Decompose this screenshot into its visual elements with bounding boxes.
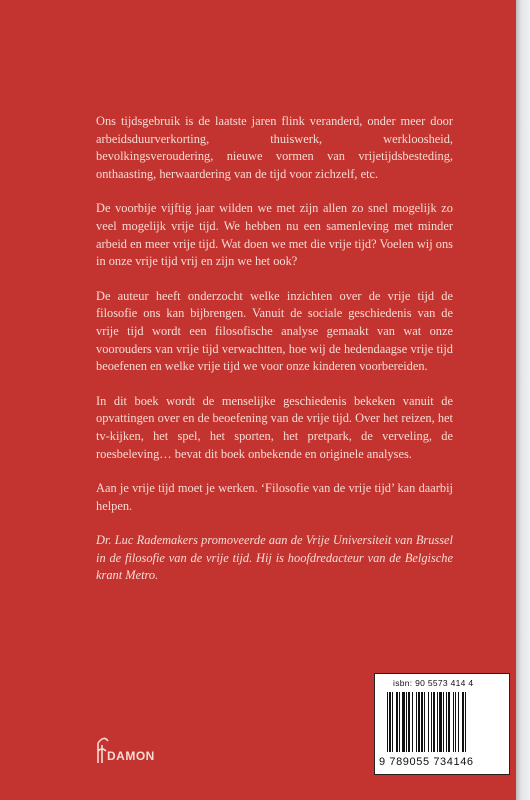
blurb-paragraph-2: De voorbije vijftig jaar wilden we met zijn allen zo snel mogelijk zo veel mogelijk vrije tijd. We hebben nu een samenleving met minder arbeid en meer vrije tijd. Wat doen we met die vrije tijd? Voelen wij ons in onze vrije tijd vrij en zijn we het ook? bbox=[96, 201, 453, 269]
barcode-label bbox=[374, 673, 510, 775]
blurb-paragraph-3: De auteur heeft onderzocht welke inzichten over de vrije tijd de filosofie ons kan bijbrengen. Vanuit de sociale geschiedenis van de vrije tijd wordt een filosofische analyse gemaakt van wat onze voorouders van vrije tijd verwachtten, hoe wij de hedendaagse vrije tijd beoefenen en welke vrije tijd we voor onze kinderen voorbereiden. bbox=[96, 288, 453, 374]
isbn-number: isbn: 90 5573 414 4 bbox=[393, 678, 474, 688]
blurb-paragraph-5: Aan je vrije tijd moet je werken. ‘Filosofie van de vrije tijd’ kan daarbij helpen. bbox=[96, 481, 453, 513]
publisher-name: DAMON bbox=[107, 749, 155, 763]
barcode-icon bbox=[387, 692, 499, 752]
blurb-paragraph-1: Ons tijdsgebruik is de laatste jaren flink veranderd, onder meer door arbeidsduurverkorting, thuiswerk, werkloosheid, bevolkingsveroudering, nieuwe vormen van vrijetijdsbesteding, onthaasting, herwaardering van de tijd voor zichzelf, etc. bbox=[96, 114, 453, 181]
author-bio: Dr. Luc Rademakers promoveerde aan de Vrije Universiteit van Brussel in de filosofie van de vrije tijd. Hij is hoofdredacteur van de Belgische krant Metro. bbox=[96, 533, 453, 583]
ean-number: 9 789055 734146 bbox=[379, 756, 474, 768]
page-edge bbox=[516, 0, 530, 800]
blurb-text bbox=[96, 113, 453, 602]
blurb-paragraph-4: In dit boek wordt de menselijke geschiedenis bekeken vanuit de opvattingen over en de beoefening van de vrije tijd. Over het reizen, het tv-kijken, het spel, het sporten, het pretpark, de verveling, de roesbeleving… bevat dit boek onbekende en originele analyses. bbox=[96, 393, 453, 461]
publisher-logo bbox=[94, 733, 214, 767]
